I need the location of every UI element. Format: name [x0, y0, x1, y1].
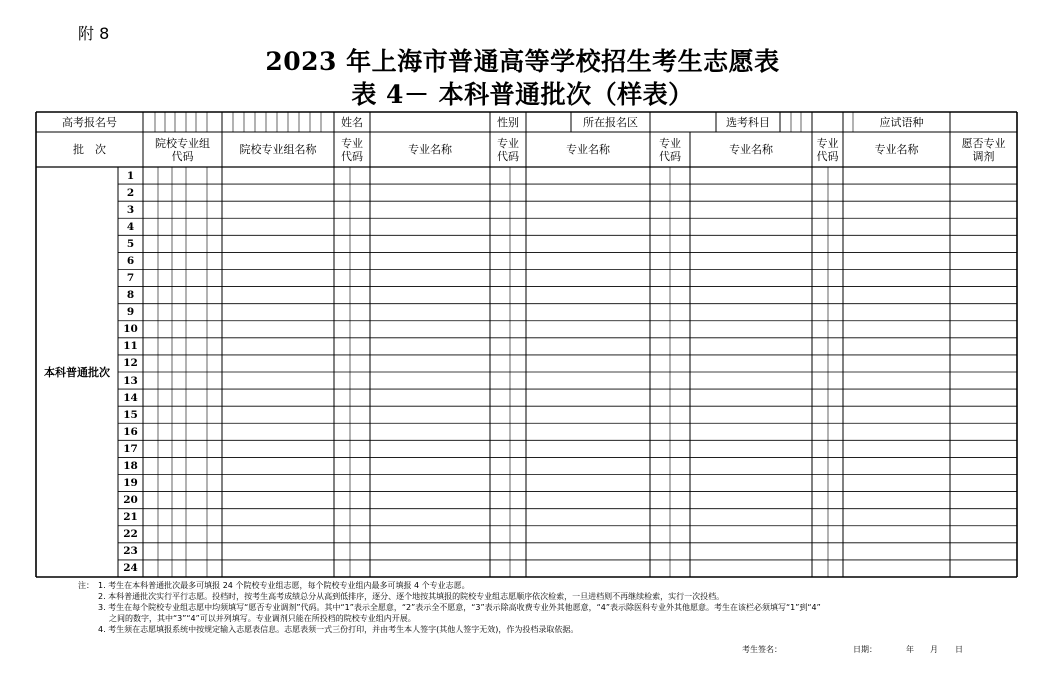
major-code-header-3: 专业 代码 — [659, 136, 681, 163]
group-name-header: 院校专业组名称 — [239, 143, 317, 156]
major-name-header-1: 专业名称 — [408, 143, 452, 156]
row-number: 11 — [123, 340, 138, 353]
exam-no-label: 高考报名号 — [62, 115, 117, 129]
year-label: 年 — [906, 645, 914, 654]
subjects-label: 选考科目 — [726, 115, 770, 129]
row-number: 2 — [126, 186, 135, 199]
row-number: 12 — [123, 357, 138, 370]
row-number: 15 — [123, 408, 138, 421]
row-number: 3 — [126, 203, 135, 216]
note-item: 之间的数字，其中“3”“4”可以并列填写。专业调剂只能在所投档的院校专业组内开展。 — [109, 614, 416, 623]
row-number: 18 — [123, 459, 138, 472]
major-code-header-2: 专业 代码 — [497, 136, 519, 163]
note-item: 1. 考生在本科普通批次最多可填报 24 个院校专业组志愿，每个院校专业组内最多可填报 4 个专业志愿。 — [98, 581, 470, 590]
row-number: 19 — [123, 477, 138, 490]
row-number: 13 — [123, 374, 138, 387]
adjust-header: 愿否专业 调剂 — [961, 136, 1006, 163]
district-label: 所在报名区 — [583, 115, 638, 129]
page-title: 2023 年上海市普通高等学校招生考生志愿表 — [265, 47, 780, 76]
row-number: 10 — [123, 323, 138, 336]
gender-label: 性别 — [497, 115, 519, 129]
notes-label: 注： — [78, 581, 94, 590]
row-number: 20 — [123, 494, 138, 507]
batch-header: 批 次 — [73, 143, 106, 156]
row-number: 5 — [126, 237, 135, 250]
day-label: 日 — [955, 645, 963, 654]
note-item: 4. 考生须在志愿填报系统中按规定输入志愿表信息。志愿表须一式三份打印，并由考生本人签字(其他人签字无效)，作为投档录取依据。 — [98, 625, 579, 634]
batch-label: 本科普通批次 — [44, 365, 110, 379]
page-subtitle: 表 4－ 本科普通批次（样表） — [351, 80, 694, 109]
row-number: 6 — [126, 254, 135, 267]
row-number: 23 — [123, 545, 138, 558]
group-code-header: 院校专业组 代码 — [155, 136, 210, 163]
month-label: 月 — [930, 645, 938, 654]
major-code-header-1: 专业 代码 — [341, 136, 363, 163]
note-item: 2. 本科普通批次实行平行志愿。投档时，按考生高考成绩总分从高到低排序，逐分、逐个地按其填报的院校专业组志愿顺序依次检索，一旦进档则不再继续检索，实行一次投档。 — [98, 592, 725, 601]
annex-label: 附 8 — [78, 24, 110, 43]
note-item: 3. 考生在每个院校专业组志愿中均须填写“愿否专业调剂”代码。其中“1”表示全愿意，“2”表示全不愿意，“3”表示除高收费专业外其他愿意，“4”表示除医科专业外其他愿意。考生在该栏必须填写“1”到“4” — [98, 603, 821, 612]
row-number: 16 — [123, 425, 138, 438]
language-label: 应试语种 — [879, 115, 924, 129]
row-number: 21 — [123, 511, 138, 524]
row-number: 7 — [126, 272, 135, 285]
row-number: 4 — [126, 220, 135, 233]
row-number: 1 — [126, 169, 135, 182]
row-number: 14 — [123, 391, 138, 404]
row-number: 17 — [123, 442, 138, 455]
major-name-header-2: 专业名称 — [566, 143, 610, 156]
row-number: 22 — [123, 528, 138, 541]
major-name-header-4: 专业名称 — [874, 143, 919, 156]
name-label: 姓名 — [341, 115, 363, 129]
major-code-header-4: 专业 代码 — [816, 136, 839, 163]
date-label: 日期： — [853, 645, 877, 654]
row-number: 24 — [123, 562, 138, 575]
signature-label: 考生签名： — [742, 645, 782, 654]
row-number: 9 — [126, 306, 135, 319]
major-name-header-3: 专业名称 — [729, 143, 773, 156]
row-number: 8 — [126, 289, 135, 302]
